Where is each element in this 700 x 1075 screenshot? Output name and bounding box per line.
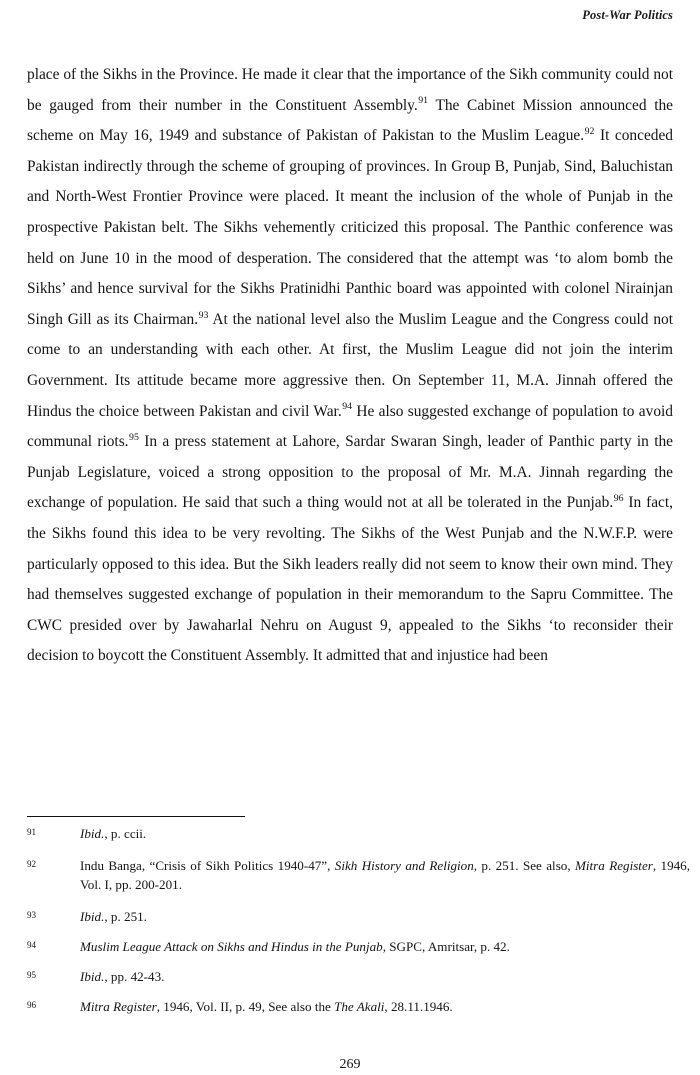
italic-title: The Akali, (334, 999, 388, 1014)
footnote-text: Ibid., p. 251. (80, 909, 147, 924)
running-header: Post-War Politics (582, 8, 673, 22)
footnote-item (27, 967, 673, 986)
footnote-item (27, 856, 690, 894)
footnote-number: 94 (27, 940, 37, 950)
footnote-number: 96 (27, 1000, 37, 1010)
italic-title: Ibid. (80, 826, 105, 841)
footnote-item (27, 997, 673, 1016)
italic-title: Mitra Register (575, 858, 653, 873)
footnote-marker: 95 (129, 432, 139, 443)
footnote-text: Ibid., p. ccii. (80, 826, 147, 841)
italic-title: Muslim League Attack on Sikhs and Hindus in the Punjab (80, 939, 383, 954)
footnote-item (27, 937, 673, 956)
italic-title: Ibid. (80, 909, 105, 924)
footnote-marker: 92 (584, 126, 595, 138)
footnote-marker: 94 (342, 401, 353, 413)
italic-title: Sikh History and Religion (334, 858, 474, 873)
footnote-list (27, 824, 690, 1016)
footnote-marker: 93 (198, 309, 209, 321)
footnote-item (27, 907, 673, 926)
footnote-number: 91 (27, 827, 37, 837)
footnote-number: 93 (27, 910, 37, 920)
body-text-block (27, 60, 673, 672)
footnote-number: 92 (27, 859, 37, 869)
body-paragraph: place of the Sikhs in the Province. He made it clear that the importance of the Sikh community could not be gauged from their number in the Constituent Assembly.$^{91}$ The Cabinet Mission announced the scheme on May 16, 1949 and substance of Pakistan of Pakistan to the Muslim League.$^{92}$ It conceded Pakistan indirectly through the scheme of grouping of provinces. In Group B, Punjab, Sind, Baluchistan and North-West Frontier Province were placed. It meant the inclusion of the whole of Punjab in the prospective Pakistan belt. The Sikhs vehemently criticized this proposal. The Panthic conference was held on June 10 in the mood of desperation. The considered that the attempt was ‘to alom bomb the Sikhs’ and hence survival for the Sikhs Pratinidhi Panthic board was appointed with colonel Nirainjan Singh Gill as its Chairman.$^{93}$ At the national level also the Muslim League and the Congress could not come to an understanding with each other. At first, the Muslim League did not join the interim Government. Its attitude became more aggressive then. On September 11, M.A. Jinnah offered the Hindus the choice between Pakistan and civil War.$^{94}$ He also suggested exchange of population to avoid communal riots.$^{95}$ In a press statement at Lahore, Sardar Swaran Singh, leader of Panthic party in the Punjab Legislature, voiced a strong opposition to the proposal of Mr. M.A. Jinnah regarding the exchange of population. He said that such a thing would not at all be tolerated in the Punjab.$^{96}$ In fact, the Sikhs found this idea to be very revolting. The Sikhs of the West Punjab and the N.W.F.P. were particularly opposed to this idea. But the Sikh leaders really did not seem to know their own mind. They had themselves suggested exchange of population in their memorandum to the Sapru Committee. The CWC presided over by Jawaharlal Nehru on August 9, appealed to the Sikhs ‘to reconsider their decision to boycott the Constituent Assembly. It admitted that and injustice had been (27, 66, 674, 665)
footnote-text: Indu Banga, “Crisis of Sikh Politics 1940-47”, Sikh History and Religion, p. 251. See also, Mitra Register, 1946, Vol. I, pp. 200-201. (80, 858, 690, 892)
footnote-number: 95 (27, 970, 37, 980)
footnote-text: Muslim League Attack on Sikhs and Hindus in the Punjab, SGPC, Amritsar, p. 42. (80, 939, 510, 954)
footnote-marker: 96 (613, 493, 624, 505)
footnote-text: Ibid., pp. 42-43. (80, 969, 165, 984)
page-number: 269 (339, 1057, 361, 1072)
footnote-separator-rule (27, 816, 245, 817)
footnote-text: Mitra Register, 1946, Vol. II, p. 49, See also the The Akali, 28.11.1946. (80, 999, 453, 1014)
italic-title: Mitra Register (80, 999, 157, 1014)
italic-title: Ibid. (80, 969, 105, 984)
footnote-marker: 91 (418, 95, 429, 107)
footnote-block (27, 816, 690, 1016)
footnote-item (27, 824, 673, 843)
